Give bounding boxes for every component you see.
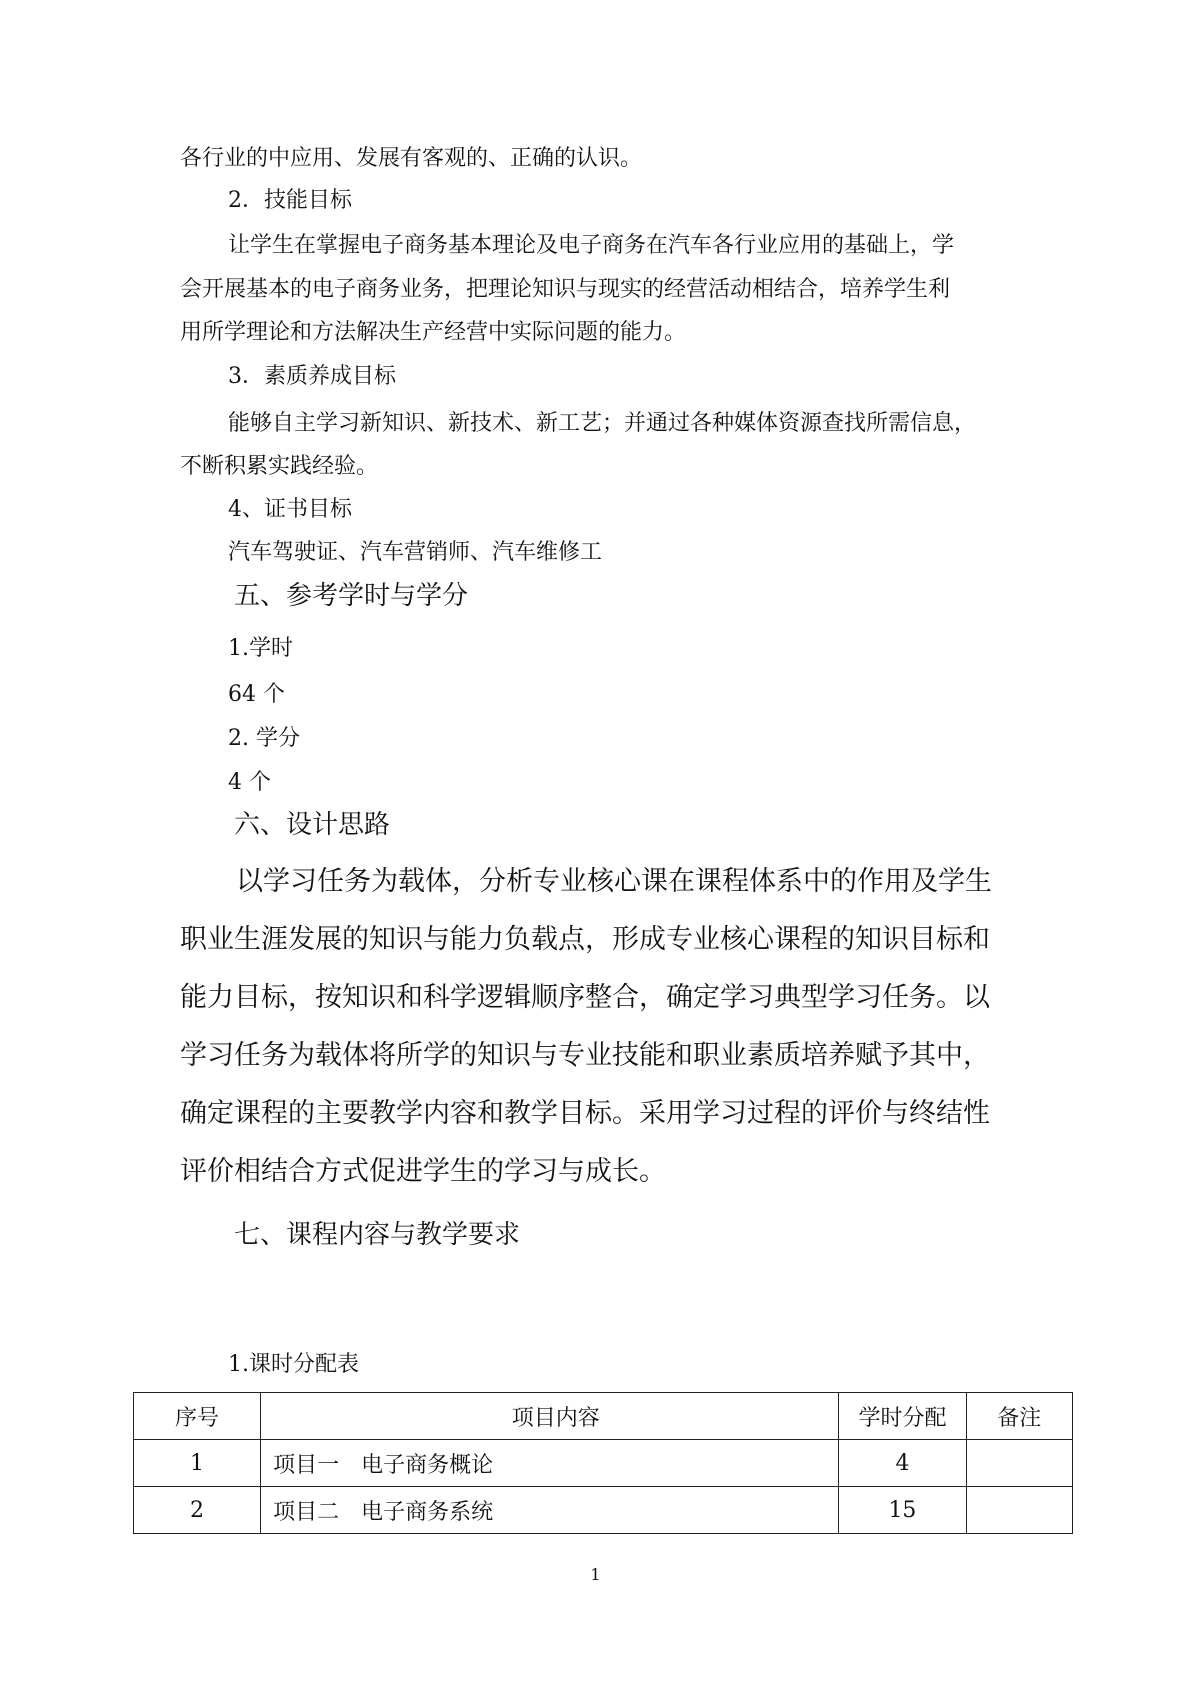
text-line: 64 个 (228, 682, 285, 707)
subheading-certificate-goal: 4、证书目标 (228, 497, 352, 522)
cell-remarks (966, 1487, 1072, 1534)
subheading-skill-goal: 2．技能目标 (228, 188, 352, 213)
header-remarks: 备注 (966, 1393, 1072, 1440)
hours-allocation-table (133, 1392, 1073, 1534)
page-number: 1 (590, 1565, 601, 1584)
section-heading-5: 五、参考学时与学分 (234, 581, 469, 611)
table-caption: 1.课时分配表 (228, 1352, 359, 1377)
text-line: 1.学时 (228, 636, 293, 661)
table-header-row (134, 1393, 1073, 1440)
cell-content: 项目一 电子商务概论 (261, 1440, 839, 1487)
text-line: 汽车驾驶证、汽车营销师、汽车维修工 (228, 540, 603, 565)
text-line: 4 个 (228, 770, 271, 795)
text-line: 让学生在掌握电子商务基本理论及电子商务在汽车各行业应用的基础上，学 (228, 233, 955, 258)
cell-index: 1 (134, 1440, 261, 1487)
text-line: 各行业的中应用、发展有客观的、正确的认识。 (180, 146, 643, 171)
table-row (134, 1440, 1073, 1487)
section-heading-6: 六、设计思路 (234, 810, 391, 840)
header-index: 序号 (134, 1393, 261, 1440)
table-row (134, 1487, 1073, 1534)
text-line: 学习任务为载体将所学的知识与专业技能和职业素质培养赋予其中， (180, 1040, 990, 1071)
text-line: 确定课程的主要教学内容和教学目标。采用学习过程的评价与终结性 (180, 1098, 990, 1129)
section-heading-7: 七、课程内容与教学要求 (234, 1220, 521, 1250)
text-line: 会开展基本的电子商务业务，把理论知识与现实的经营活动相结合，培养学生利 (180, 277, 951, 302)
cell-hours: 15 (839, 1487, 966, 1534)
text-line: 不断积累实践经验。 (180, 454, 379, 479)
cell-remarks (966, 1440, 1072, 1487)
header-hours: 学时分配 (839, 1393, 966, 1440)
cell-index: 2 (134, 1487, 261, 1534)
text-line: 职业生涯发展的知识与能力负载点，形成专业核心课程的知识目标和 (180, 924, 990, 955)
text-line: 2. 学分 (228, 726, 300, 751)
text-line: 能够自主学习新知识、新技术、新工艺；并通过各种媒体资源查找所需信息， (228, 411, 977, 436)
subheading-quality-goal: 3．素质养成目标 (228, 364, 396, 389)
text-line: 能力目标，按知识和科学逻辑顺序整合，确定学习典型学习任务。以 (180, 982, 990, 1013)
cell-content: 项目二 电子商务系统 (261, 1487, 839, 1534)
cell-hours: 4 (839, 1440, 966, 1487)
header-content: 项目内容 (261, 1393, 839, 1440)
text-line: 用所学理论和方法解决生产经营中实际问题的能力。 (180, 320, 687, 345)
text-line: 以学习任务为载体，分析专业核心课在课程体系中的作用及学生 (236, 866, 992, 897)
text-line: 评价相结合方式促进学生的学习与成长。 (180, 1156, 666, 1187)
